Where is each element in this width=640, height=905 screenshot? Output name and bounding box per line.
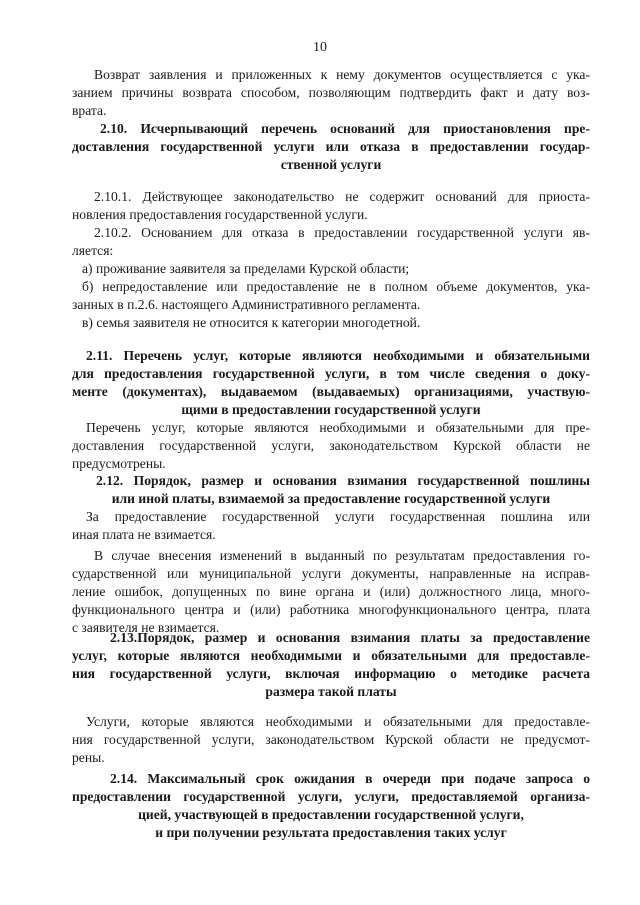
text-line: новления предоставления государственной услуги. bbox=[72, 207, 368, 222]
heading-line: размера такой платы bbox=[265, 684, 397, 699]
list-item-a: а) проживание заявителя за пределами Курской области; bbox=[82, 261, 410, 276]
heading-line: и при получении результата предоставления таких услуг bbox=[155, 825, 507, 840]
text-line: ляется: bbox=[72, 243, 114, 258]
text-line: Услуги, которые являются необходимыми и обязательными для предоставле- bbox=[86, 714, 590, 729]
heading-line: ния государственной услуги, включая информацию о методике расчета bbox=[72, 666, 590, 681]
text-line: ния государственной услуги, законодательством Курской области не предусмот- bbox=[72, 732, 590, 747]
text-line: занием причины возврата способом, позволяющим подтвердить факт и дату воз- bbox=[72, 85, 590, 100]
heading-line: 2.12. Порядок, размер и основания взимания государственной пошлины bbox=[96, 473, 590, 488]
text-line: В случае внесения изменений в выданный по результатам предоставления го- bbox=[94, 548, 590, 563]
text-line: ление ошибок, допущенных по вине органа и (или) должностного лица, много- bbox=[72, 584, 590, 599]
text-line: Перечень услуг, которые являются необходимыми и обязательными для пре- bbox=[86, 420, 590, 435]
heading-line: менте (документах), выдаваемом (выдаваемых) организациями, участвую- bbox=[72, 384, 590, 399]
text-line: Возврат заявления и приложенных к нему документов осуществляется с ука- bbox=[94, 67, 590, 82]
text-line: сударственной или муниципальной услуги документы, направленные на исправ- bbox=[72, 566, 590, 581]
heading-line: 2.13.Порядок, размер и основания взимания платы за предоставление bbox=[110, 630, 590, 645]
heading-line: 2.14. Максимальный срок ожидания в очереди при подаче запроса о bbox=[110, 771, 590, 786]
heading-line: 2.10. Исчерпывающий перечень оснований для приостановления пре- bbox=[100, 121, 590, 136]
heading-line: доставления государственной услуги или отказа в предоставлении государ- bbox=[72, 139, 590, 154]
text-line: рены. bbox=[72, 750, 105, 765]
heading-line: щими в предоставлении государственной услуги bbox=[181, 402, 481, 417]
heading-line: 2.11. Перечень услуг, которые являются необходимыми и обязательными bbox=[86, 348, 590, 363]
text-line: доставления государственной услуги, законодательством Курской области не bbox=[72, 438, 590, 453]
text-line: иная плата не взимается. bbox=[72, 527, 216, 542]
text-line: предусмотрены. bbox=[72, 456, 166, 471]
text-line: 2.10.2. Основанием для отказа в предоставлении государственной услуги яв- bbox=[94, 225, 590, 240]
text-line: функционального центра и (или) работника многофункционального центра, плата bbox=[72, 602, 590, 617]
page-number: 10 bbox=[313, 40, 327, 55]
heading-line: цией, участвующей в предоставлении государственной услуги, bbox=[138, 807, 524, 822]
heading-line: услуг, которые являются необходимыми и обязательными для предоставле- bbox=[72, 648, 590, 663]
text-line: б) непредоставление или предоставление не в полном объеме документов, ука- bbox=[82, 279, 590, 294]
text-line: врата. bbox=[72, 103, 107, 118]
heading-line: или иной платы, взимаемой за предоставление государственной услуги bbox=[111, 491, 551, 506]
heading-line: предоставлении государственной услуги, услуги, предоставляемой организа- bbox=[72, 789, 590, 804]
heading-line: для предоставления государственной услуги, в том числе сведения о доку- bbox=[72, 366, 590, 381]
list-item-c: в) семья заявителя не относится к категории многодетной. bbox=[82, 315, 421, 330]
heading-line: ственной услуги bbox=[280, 157, 382, 172]
text-line: За предоставление государственной услуги государственная пошлина или bbox=[86, 509, 590, 524]
text-line: занных в п.2.6. настоящего Административного регламента. bbox=[72, 297, 421, 312]
text-line: 2.10.1. Действующее законодательство не содержит оснований для приоста- bbox=[94, 189, 590, 204]
text-line: с заявителя не взимается. bbox=[72, 620, 220, 635]
